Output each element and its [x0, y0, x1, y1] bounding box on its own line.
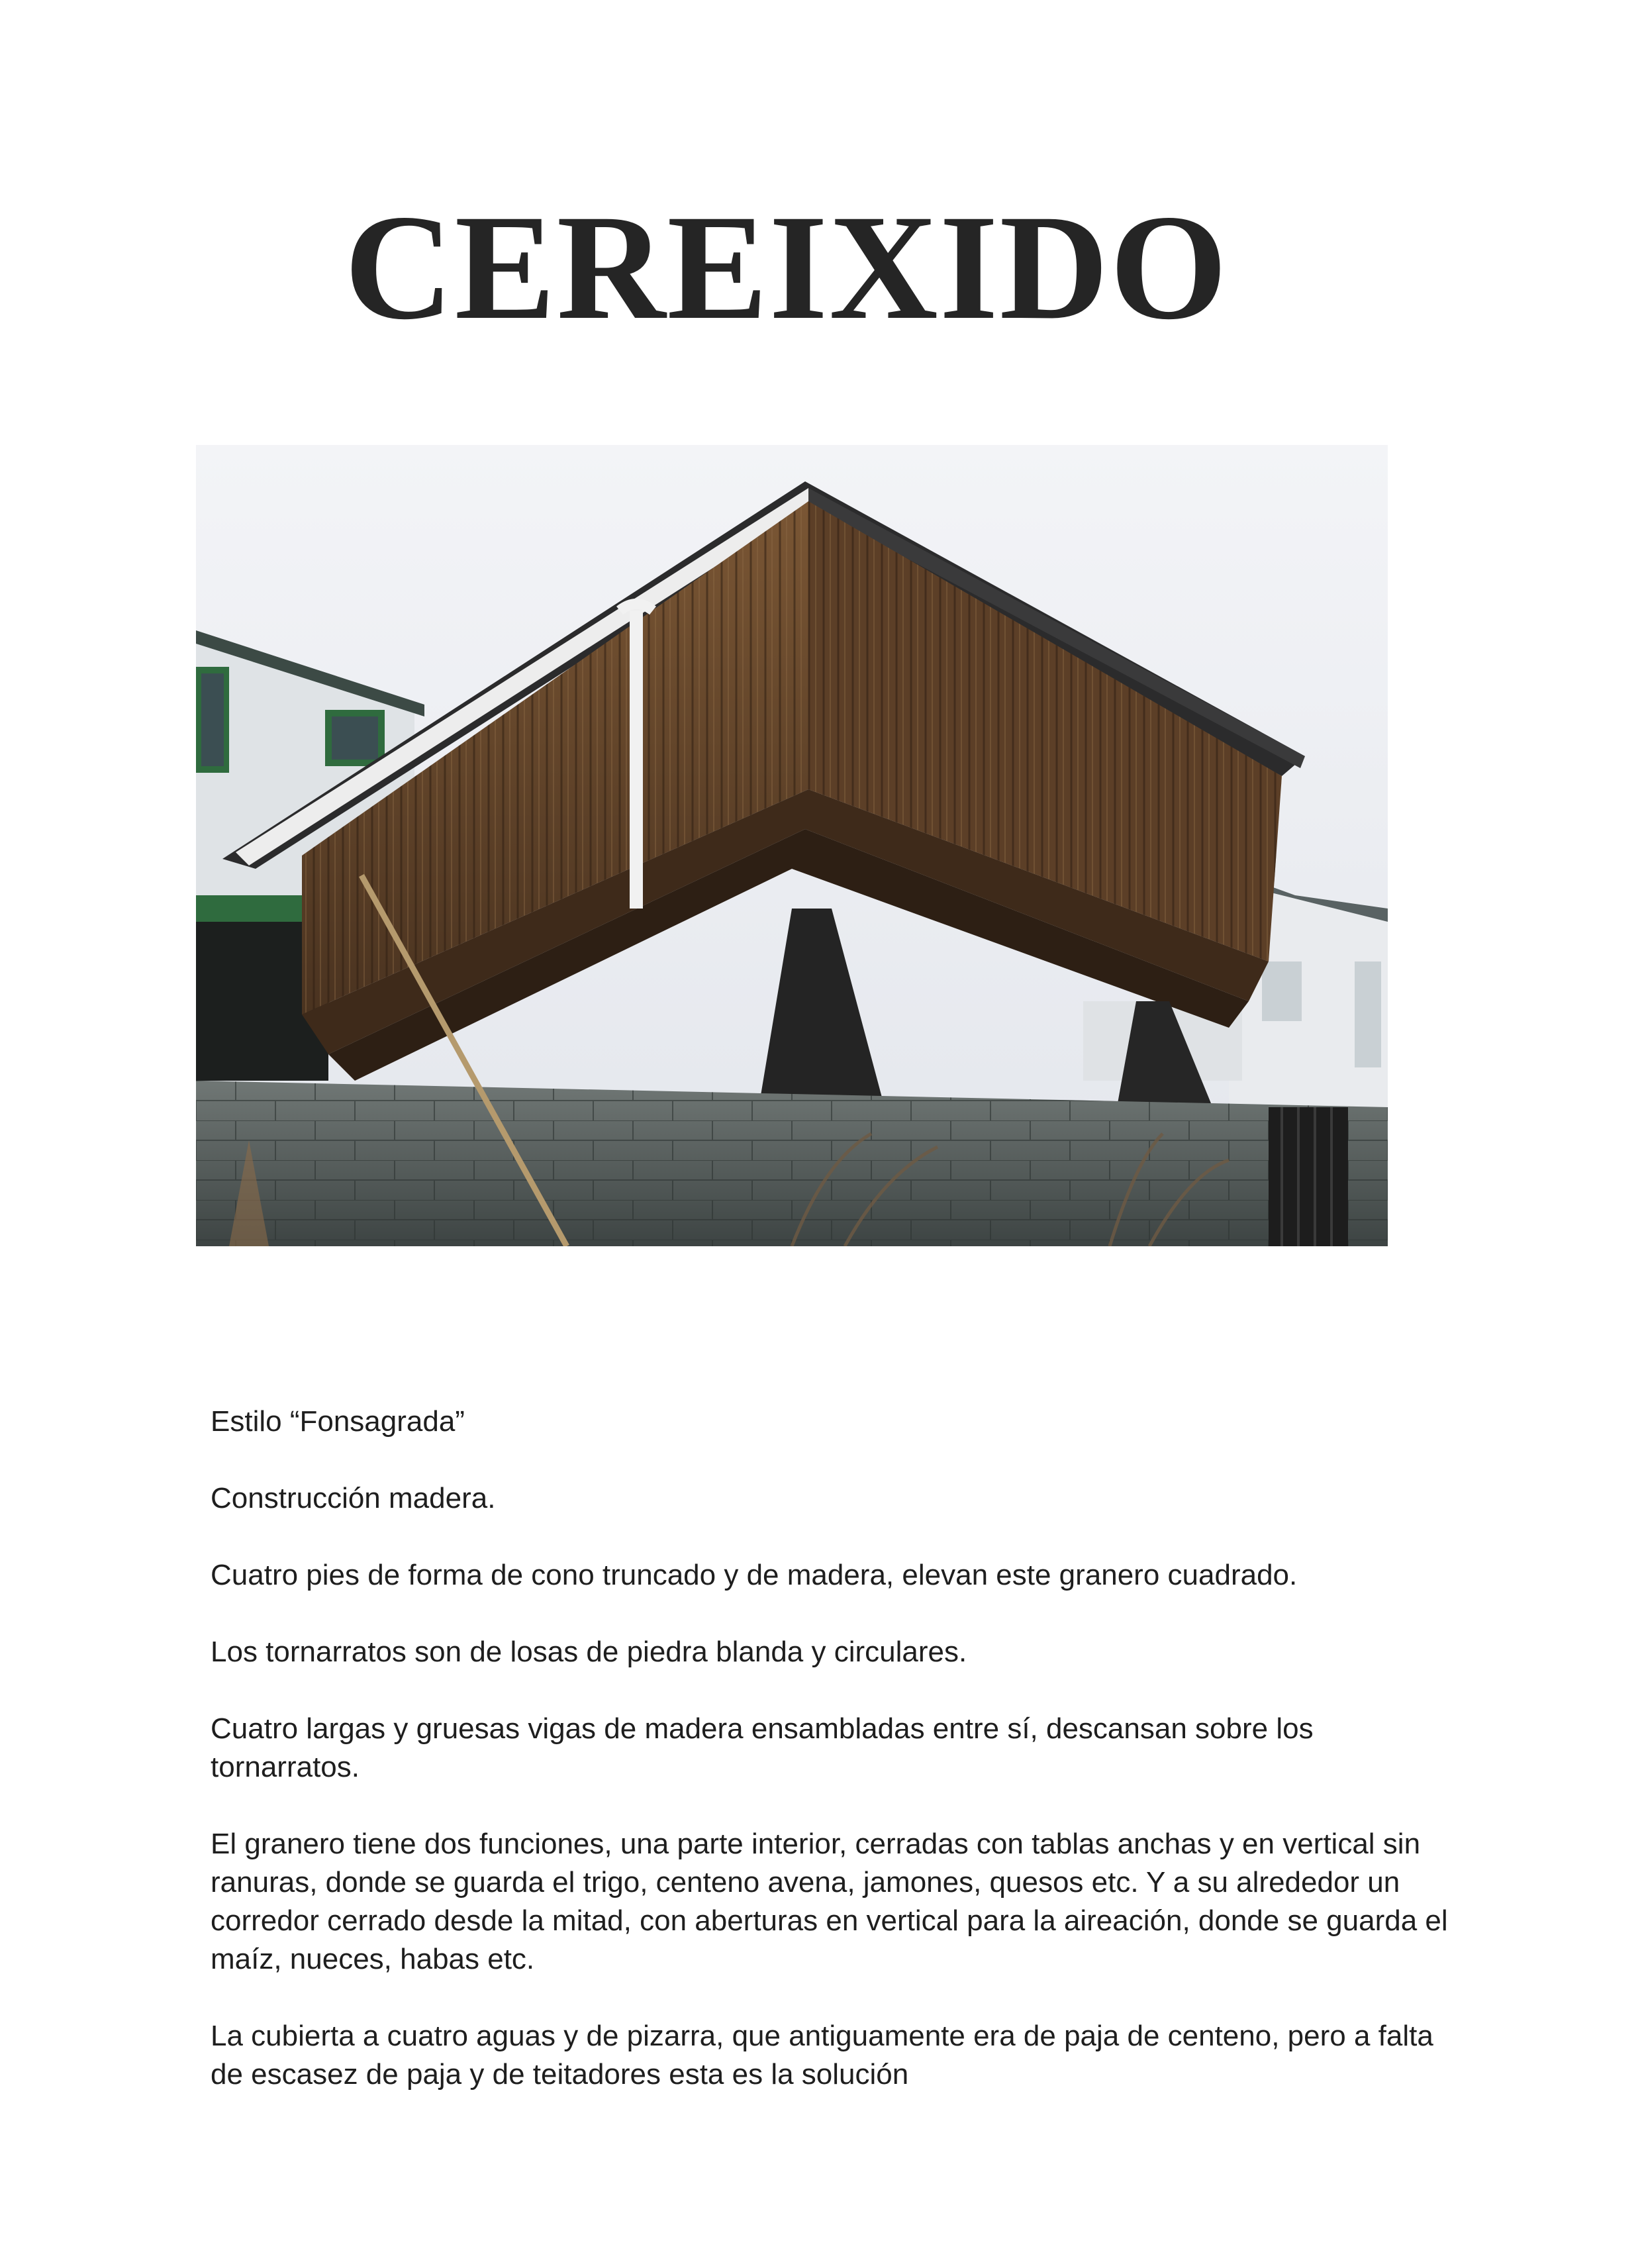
page-title: CEREIXIDO [344, 184, 1229, 351]
paragraph-roof: La cubierta a cuatro aguas y de pizarra, que antiguamente era de paja de centeno, pero a falta de escasez de paja y de teitadores esta es la solución [211, 2020, 1433, 2091]
paragraph-feet: Cuatro pies de forma de cono truncado y de madera, elevan este granero cuadrado. [211, 1559, 1298, 1591]
horreo-photo-icon [196, 445, 1388, 1246]
paragraph-beams: Cuatro largas y gruesas vigas de madera ensambladas entre sí, descansan sobre los tornarratos. [211, 1712, 1314, 1783]
paragraph-functions: El granero tiene dos funciones, una parte interior, cerradas con tablas anchas y en vertical sin ranuras, donde se guarda el trigo, centeno avena, jamones, quesos etc. Y a su alrededor un corredor cerrado desde la mitad, con aberturas en vertical para la aireación, donde se guarda el maíz, nueces, habas etc. [211, 1828, 1448, 1975]
paragraph-style: Estilo “Fonsagrada” [211, 1405, 465, 1438]
description [211, 1403, 1462, 2132]
paragraph-construction: Construcción madera. [211, 1482, 496, 1514]
paragraph-tornarratos: Los tornarratos son de losas de piedra blanda y circulares. [211, 1636, 967, 1668]
